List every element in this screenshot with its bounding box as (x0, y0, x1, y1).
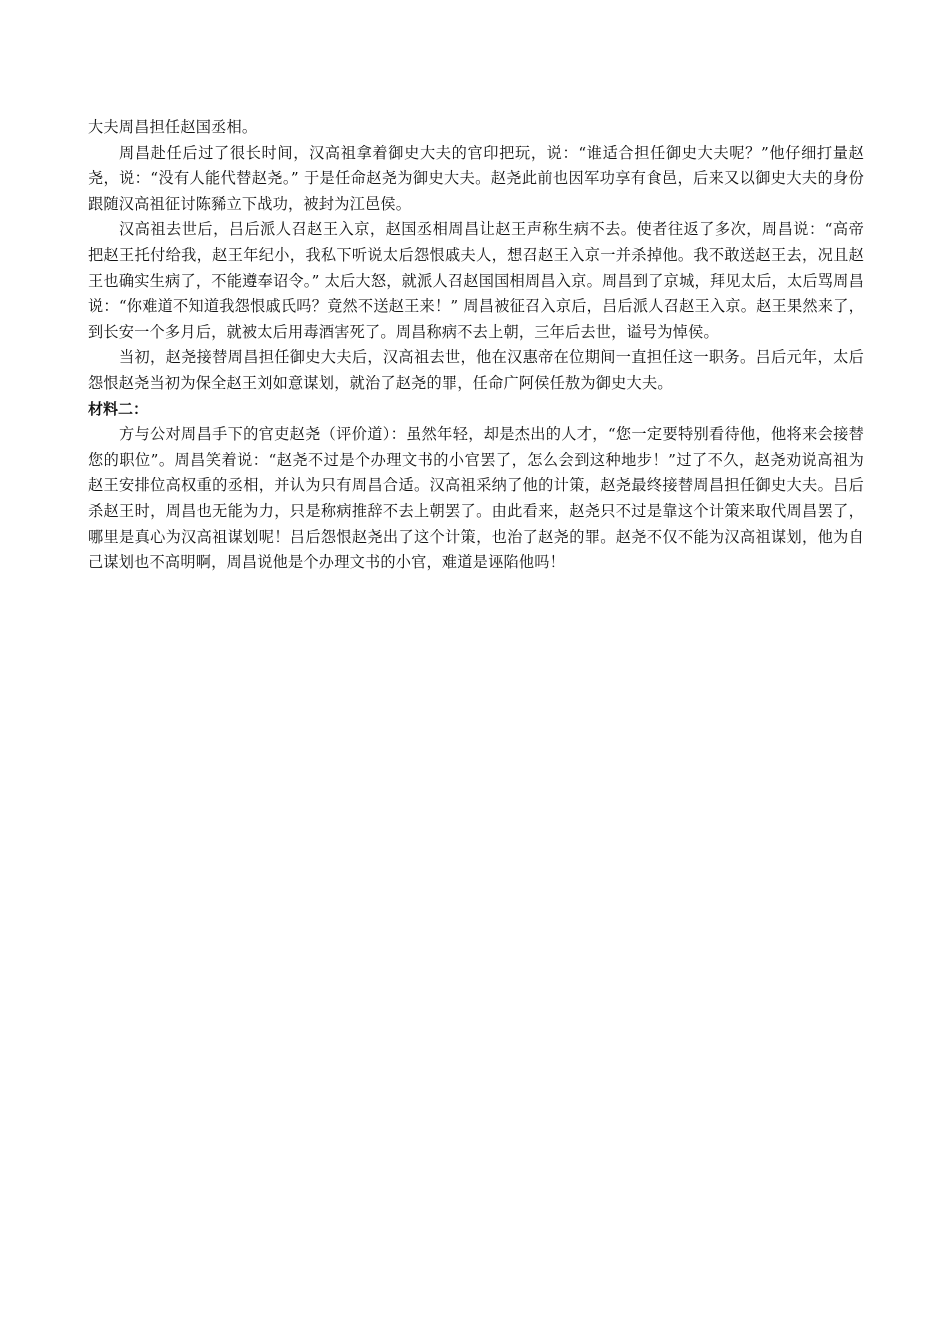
paragraph: 方与公对周昌手下的官吏赵尧（评价道）：虽然年轻，却是杰出的人才，“您一定要特别看待他，他将来会接替您的职位”。周昌笑着说：“赵尧不过是个办理文书的小官罢了，怎么会到这种地步！”过了不久，赵尧劝说高祖为赵王安排位高权重的丞相，并认为只有周昌合适。汉高祖采纳了他的计策，赵尧最终接替周昌担任御史大夫。吕后杀赵王时，周昌也无能为力，只是称病推辞不去上朝罢了。由此看来，赵尧只不过是靠这个计策来取代周昌罢了，哪里是真心为汉高祖谋划呢！吕后怨恨赵尧出了这个计策，也治了赵尧的罪。赵尧不仅不能为汉高祖谋划，他为自己谋划也不高明啊，周昌说他是个办理文书的小官，难道是诬陷他吗！ (88, 425, 864, 572)
paragraph-continuation: 大夫周昌担任赵国丞相。 (88, 118, 258, 136)
material-two-heading: 材料二： (88, 399, 149, 418)
paragraph: 当初，赵尧接替周昌担任御史大夫后，汉高祖去世，他在汉惠帝在位期间一直担任这一职务。吕后元年，太后怨恨赵尧当初为保全赵王刘如意谋划，就治了赵尧的罪，任命广阿侯任敖为御史大夫。 (88, 348, 864, 392)
paragraph: 汉高祖去世后，吕后派人召赵王入京，赵国丞相周昌让赵王声称生病不去。使者往返了多次，周昌说：“高帝把赵王托付给我，赵王年纪小，我私下听说太后怨恨戚夫人，想召赵王入京一并杀掉他。我不敢送赵王去，况且赵王也确实生病了，不能遵奉诏令。” 太后大怒，就派人召赵国国相周昌入京。周昌到了京城，拜见太后，太后骂周昌说：“你难道不知道我怨恨戚氏吗？竟然不送赵王来！” 周昌被征召入京后，吕后派人召赵王入京。赵王果然来了，到长安一个多月后，就被太后用毒酒害死了。周昌称病不去上朝，三年后去世，谥号为悼侯。 (88, 220, 864, 341)
paragraph: 周昌赴任后过了很长时间，汉高祖拿着御史大夫的官印把玩，说：“谁适合担任御史大夫呢？”他仔细打量赵尧，说：“没有人能代替赵尧。” 于是任命赵尧为御史大夫。赵尧此前也因军功享有食邑，后来又以御史大夫的身份跟随汉高祖征讨陈豨立下战功，被封为江邑侯。 (88, 143, 864, 213)
document-page (88, 115, 864, 576)
